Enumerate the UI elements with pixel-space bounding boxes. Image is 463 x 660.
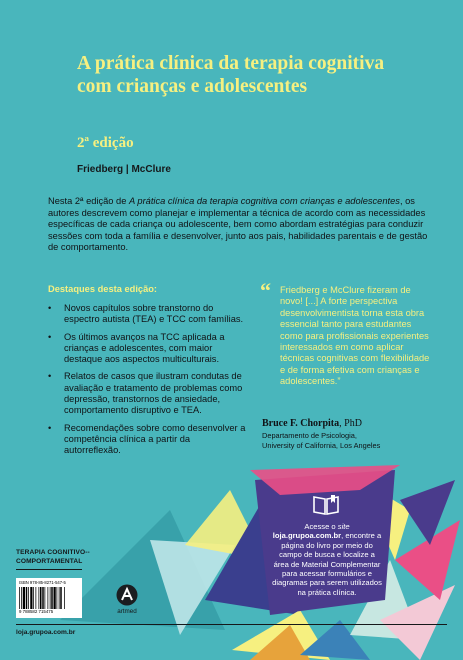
open-book-icon <box>312 494 340 516</box>
quote-author-name: Bruce F. Chorpita <box>262 418 340 429</box>
barcode-bar <box>36 587 37 609</box>
isbn-text: ISBN 978-85-8271-547-5 <box>19 580 66 585</box>
intro-suffix: , os autores descrevem como planejar e implementar a técnica de acordo com as necessidades específicas de cada criança ou adolescente, bem como abordam estratégias para conduzir sessões com toda a família e desenvolver, junto aos pais, habilidades parentais e de gestão de comportamento. <box>48 196 428 253</box>
barcode-bar <box>59 587 60 609</box>
barcode-bar <box>26 587 28 609</box>
intro-prefix: Nesta 2ª edição de <box>48 196 129 206</box>
barcode-bar <box>21 587 22 609</box>
list-item: • Relatos de casos que ilustram condutas de avaliação e tratamento de problemas como depressão, transtornos de ansiedade, comportamento disruptivo e TEA. <box>48 371 248 416</box>
barcode-bar <box>50 587 51 609</box>
barcode-bar <box>45 587 46 609</box>
barcode-bar <box>19 587 20 609</box>
affiliation-line: Departamento de Psicologia, <box>262 431 357 440</box>
site-word: site <box>337 522 350 531</box>
divider <box>16 624 447 625</box>
affiliation-line: University of California, Los Angeles <box>262 441 381 450</box>
barcode-bar <box>51 587 53 609</box>
barcode-bar <box>33 587 34 609</box>
endorsement-quote: Friedberg e McClure fizeram de novo! [...] A forte perspectiva desenvolvimentista torna esta obra essencial tanto para estudantes como para profissionais experientes interessados em como aplicar técnicas cognitivas com flexibilidade e de forma efetiva com crianças e adolescentes.” <box>280 285 430 387</box>
list-item: • Recomendações sobre como desenvolver a competência clínica a partir da autorreflexão. <box>48 423 248 457</box>
site-url[interactable]: loja.grupoa.com.br <box>272 531 342 541</box>
barcode-bar <box>39 587 40 609</box>
intro-book-title: A prática clínica da terapia cognitiva com crianças e adolescentes <box>128 196 400 206</box>
barcode-bar <box>57 587 58 609</box>
publisher-name: artmed <box>117 608 137 615</box>
book-title: A prática clínica da terapia cognitiva com crianças e adolescentes <box>77 53 385 97</box>
category-label: TERAPIA COGNITIVO--COMPORTAMENTAL <box>16 549 90 565</box>
barcode-bar <box>48 587 49 609</box>
highlights-title: Destaques desta edição: <box>48 284 158 294</box>
quote-mark: “ <box>260 278 271 303</box>
barcode-bar <box>28 587 29 609</box>
barcode-number: 9 788582 715475 <box>19 609 54 614</box>
list-item: • Os últimos avanços na TCC aplicada a crianças e adolescentes, com maior destaque aos aspectos multiculturais. <box>48 332 248 366</box>
barcode-bar <box>40 587 42 609</box>
barcode-bar <box>23 587 25 609</box>
site-line1: Acesse o <box>304 522 338 531</box>
site-info <box>272 522 382 597</box>
barcode-bars <box>19 587 79 609</box>
barcode-bar <box>30 587 32 609</box>
footer-url[interactable]: loja.grupoa.com.br <box>16 629 76 636</box>
artmed-logo-icon <box>116 584 138 606</box>
barcode-bar <box>54 587 56 609</box>
divider <box>16 569 82 570</box>
authors: Friedberg | McClure <box>77 164 171 175</box>
list-item: • Novos capítulos sobre transtorno do espectro autista (TEA) e TCC com famílias. <box>48 303 248 326</box>
barcode-bar <box>42 587 44 609</box>
barcode-block <box>16 578 82 618</box>
barcode-bar <box>60 587 62 609</box>
site-rest: , encontre a página do livro por meio do campo de busca e localize a área de Material Complementar para acessar formulários e diagramas para serem utilizados na prática clínica. <box>272 531 382 597</box>
barcode-bar <box>64 587 65 609</box>
edition-label: 2ª edição <box>77 135 134 151</box>
quote-author-degree: , PhD <box>339 418 362 429</box>
